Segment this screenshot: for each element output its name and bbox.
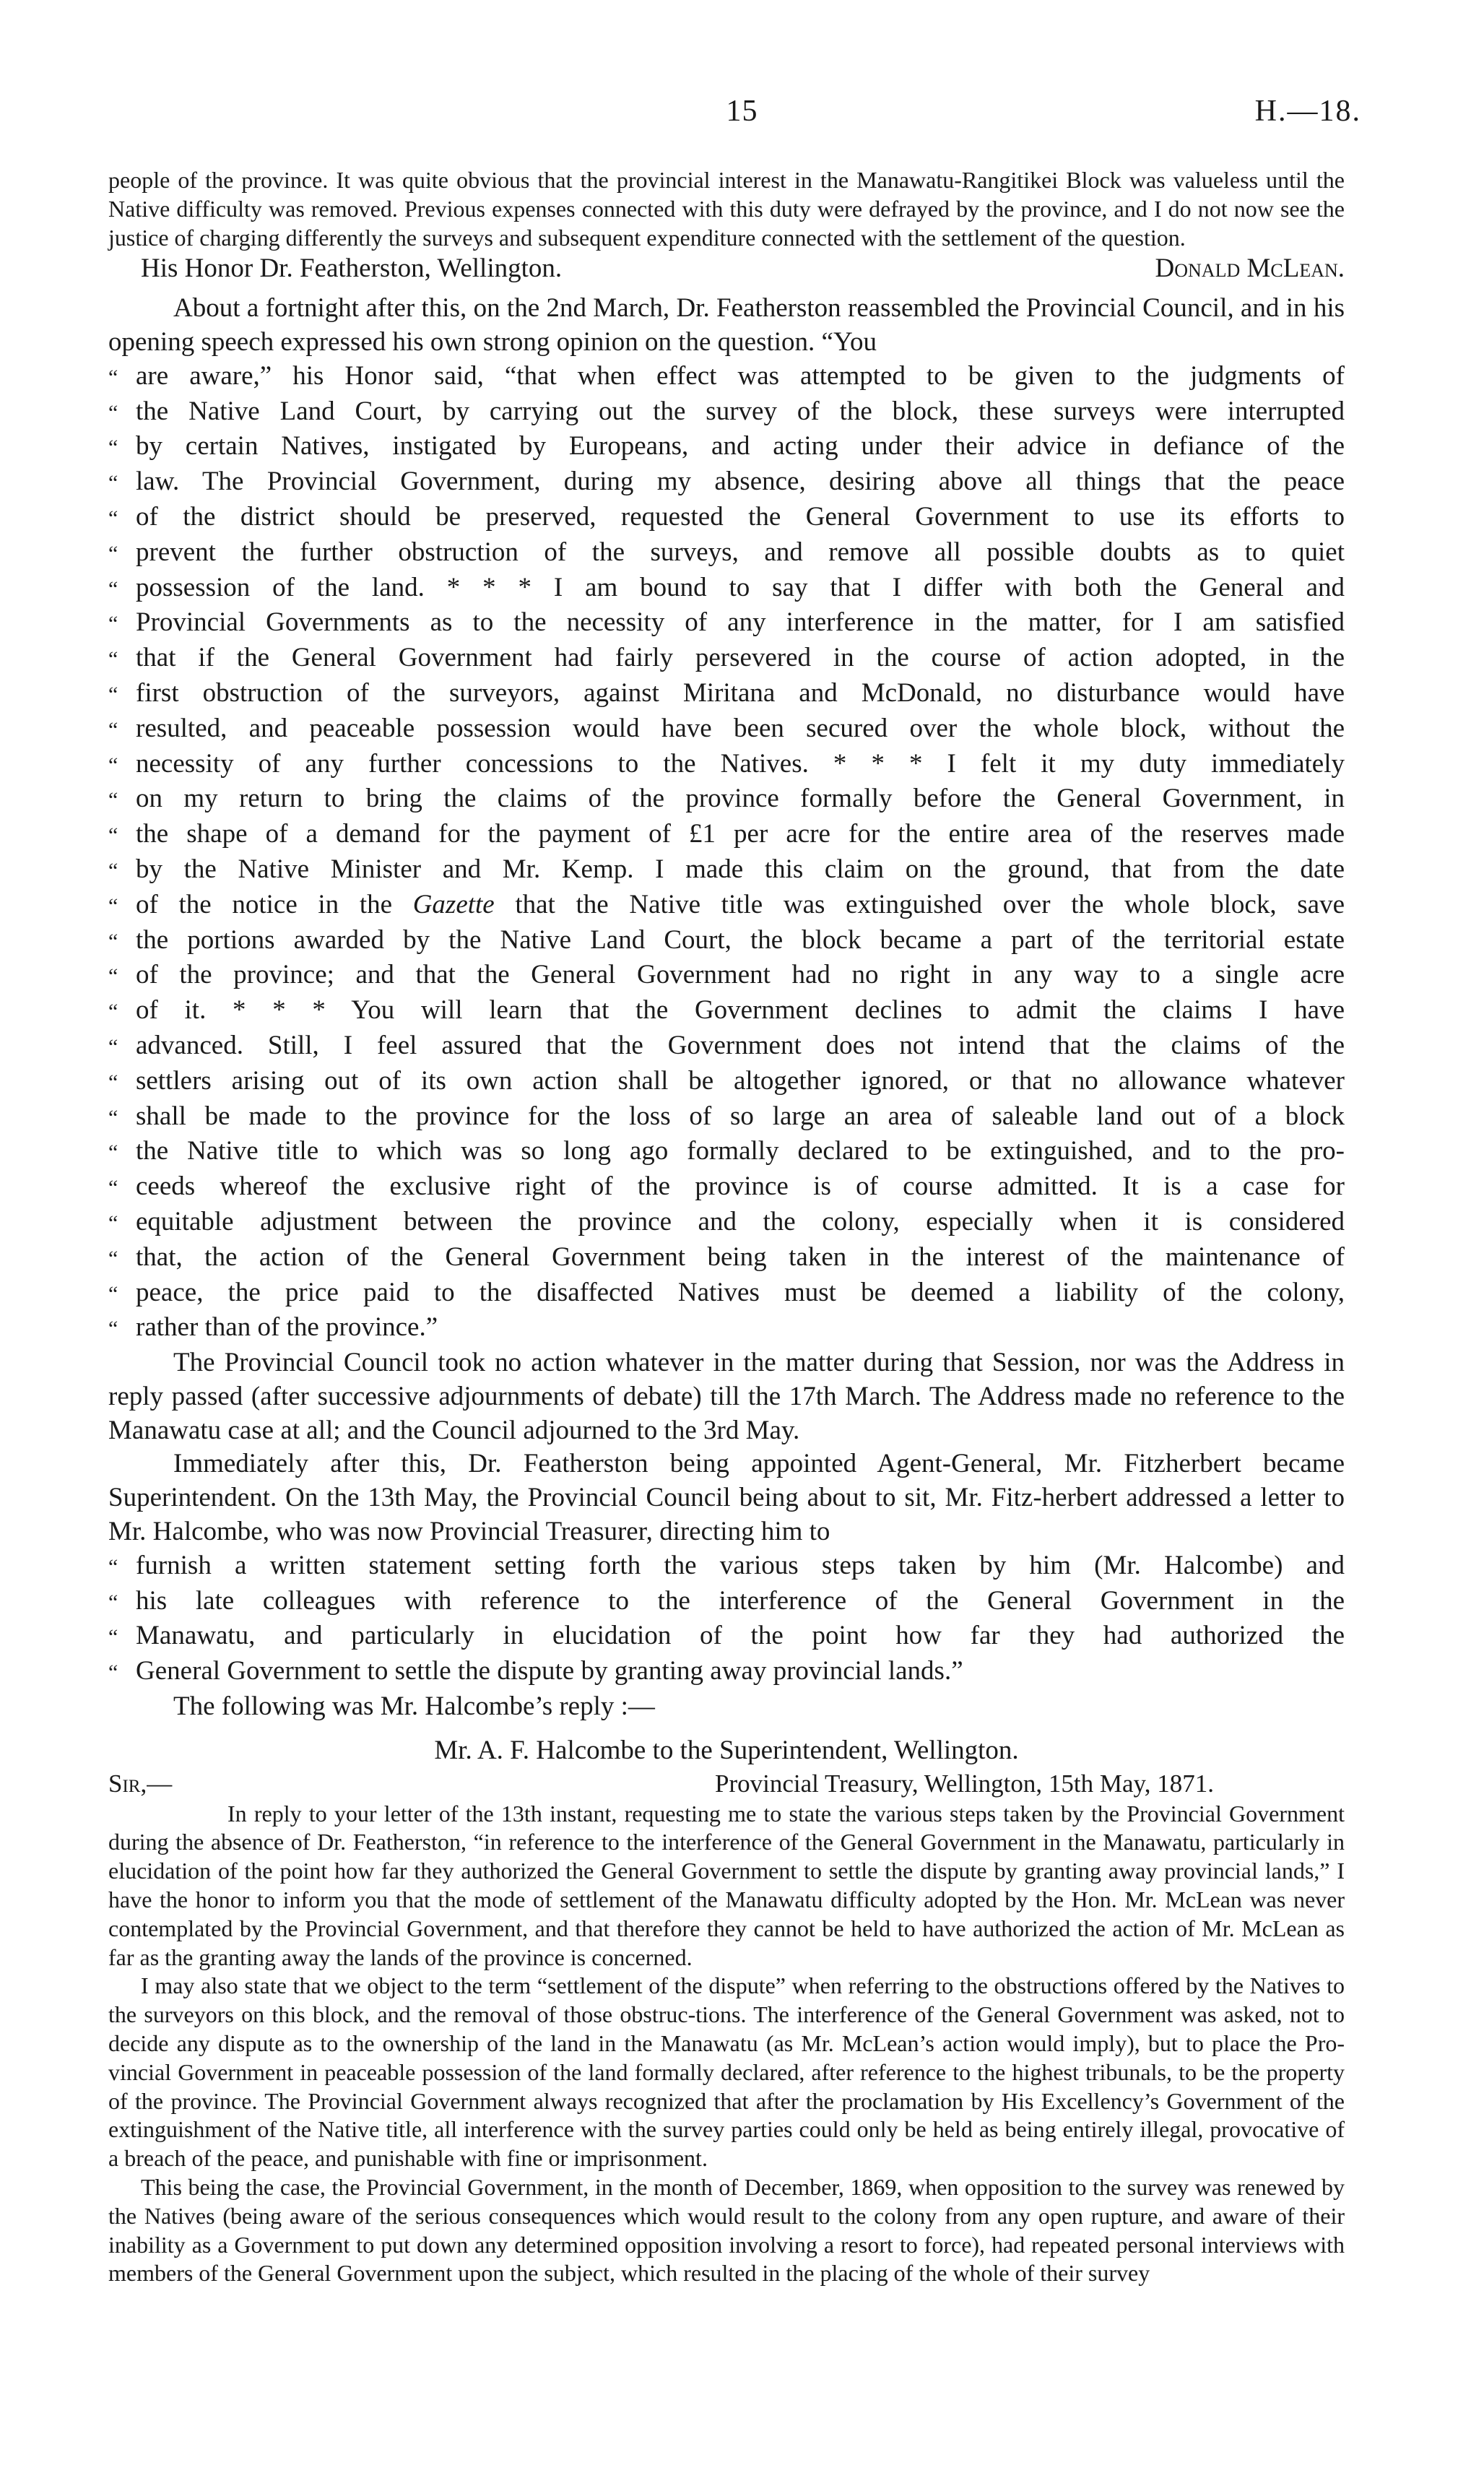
quote-line: [108, 924, 1345, 959]
quote-line-text: the Native Land Court, by carrying out the survey of the block, these surveys were interrupted: [136, 396, 1345, 426]
quote-line: [108, 888, 1345, 924]
salutation: Sir,—: [108, 1769, 173, 1798]
quote-mark: “: [108, 1281, 118, 1306]
gazette-italic: Gazette: [412, 889, 495, 919]
quote-mark: “: [108, 929, 118, 953]
letter-paragraph-3: This being the case, the Provincial Government, in the month of December, 1869, when opposition to the survey was renewed by the Natives (being aware of the serious consequences which would result to the colony from any open rupture, and aware of their inability as a Government to put down any determined opposition involving a resort to force), had repeated personal interviews with members of the General Government upon the subject, which resulted in the placing of the whole of their survey: [108, 2174, 1345, 2287]
quote-line: [108, 818, 1345, 853]
quote-line: [108, 1135, 1345, 1170]
quote-line: [108, 1276, 1345, 1312]
quote-line: [108, 748, 1345, 783]
quote-mark: “: [108, 612, 118, 636]
paragraph-reply-intro: The following was Mr. Halcombe’s reply :—: [173, 1691, 655, 1722]
quote-line-text: his late colleagues with reference to the interference of the General Government in the: [136, 1585, 1345, 1616]
paragraph-fitzherbert: Immediately after this, Dr. Featherston being appointed Agent-General, Mr. Fitzherbert became Superintendent. On the 13th May, the Provincial Council being about to sit, Mr. Fitz-herbert addressed a letter to Mr. Halcombe, who was now Provincial Treasurer, directing him to: [108, 1449, 1345, 1547]
quote-mark: “: [108, 365, 118, 389]
letter-title: Mr. A. F. Halcombe to the Superintendent, Wellington.: [434, 1735, 1019, 1765]
quote-line: [108, 677, 1345, 712]
quote-line-text: necessity of any further concessions to the Natives. * * * I felt it my duty immediately: [136, 748, 1345, 779]
page-number: 15: [726, 95, 758, 128]
quote-line-text: law. The Provincial Government, during my absence, desiring above all things that the peace: [136, 467, 1345, 497]
quote-mark: “: [108, 506, 118, 530]
quote-line: [108, 1029, 1345, 1065]
letter-address: Provincial Treasury, Wellington, 15th May, 1871.: [715, 1769, 1214, 1798]
quote-line: [108, 1065, 1345, 1100]
quote-line-text: advanced. Still, I feel assured that the Government does not intend that the claims of the: [136, 1030, 1345, 1060]
quote-mark: “: [108, 1210, 118, 1235]
quote-mark: “: [108, 1590, 118, 1614]
letter-paragraph-1: In reply to your letter of the 13th instant, requesting me to state the various steps taken by the Provincial Government during the absence of Dr. Featherston, “in reference to the interference of the General Government in the Manawatu, particularly in elucidation of the point how far they authorized the General Government to settle the dispute by granting away provincial lands,” I have the honor to inform you that the mode of settlement of the Manawatu difficulty adopted by the Hon. Mr. McLean was never contemplated by the Provincial Government, and that therefore they cannot be held to have authorized the action of Mr. McLean as far as the granting away the lands of the province is concerned.: [108, 1800, 1345, 1970]
quote-line-text: by certain Natives, instigated by Europeans, and acting under their advice in defiance of the: [136, 431, 1345, 462]
quote-line-text: of the province; and that the General Government had no right in any way to a single acre: [136, 960, 1345, 990]
quote-mark: “: [108, 1070, 118, 1094]
paragraph-council-session: The Provincial Council took no action whatever in the matter during that Session, nor was the Address in reply passed (after successive adjournments of debate) till the 17th March. The Address made no reference to the Manawatu case at all; and the Council adjourned to the 3rd May.: [108, 1348, 1345, 1445]
document-reference: H.—18.: [1254, 95, 1361, 128]
addressee: His Honor Dr. Featherston, Wellington.: [141, 254, 563, 284]
letter-continuation: [108, 166, 1345, 252]
paragraph-letter-end: people of the province. It was quite obvious that the provincial interest in the Manawatu-Rangitikei Block was valueless until the Native difficulty was removed. Previous expenses connected with this duty were defrayed by the province, and I do not now see the justice of charging differently the surveys and subsequent expenditure connected with the settlement of the question.: [108, 167, 1345, 251]
quote-line-text: settlers arising out of its own action shall be altogether ignored, or that no allowance whatever: [136, 1065, 1345, 1096]
quote-mark: “: [108, 1034, 118, 1059]
quote-mark: “: [108, 541, 118, 566]
quote-line-text: of the district should be preserved, requested the General Government to use its efforts to: [136, 501, 1345, 532]
signature: Donald McLean.: [1155, 254, 1345, 284]
quote-mark: “: [108, 576, 118, 601]
paragraph-council-speech: About a fortnight after this, on the 2nd March, Dr. Featherston reassembled the Provincial Council, and in his opening speech expressed his own strong opinion on the question. “You: [108, 293, 1345, 357]
quote-line: [108, 994, 1345, 1029]
quote-line-text: the Native title to which was so long ago formally declared to be extinguished, and to the pro-: [136, 1136, 1345, 1166]
quote-line: [108, 1585, 1345, 1620]
narrative-section-3: [108, 1690, 1345, 1724]
quote-line: [108, 501, 1345, 536]
quote-mark: “: [108, 893, 118, 918]
letter-signoff: [108, 252, 1345, 286]
narrative-section: [108, 292, 1345, 360]
quote-line: [108, 465, 1345, 501]
quote-line-text: prevent the further obstruction of the surveys, and remove all possible doubts as to quiet: [136, 537, 1345, 567]
quote-line-text: General Government to settle the dispute by granting away provincial lands.”: [136, 1656, 963, 1686]
quote-mark: “: [108, 1105, 118, 1130]
quote-line-text: peace, the price paid to the disaffected Natives must be deemed a liability of the colony,: [136, 1277, 1345, 1307]
quote-line: [108, 782, 1345, 818]
quote-line: [108, 430, 1345, 465]
page-header: [123, 94, 1361, 137]
letter-salutation-row: [108, 1768, 1345, 1800]
quote-line: [108, 1549, 1345, 1585]
quote-line-text: first obstruction of the surveyors, against Miritana and McDonald, no disturbance would have: [136, 677, 1345, 708]
quote-mark: “: [108, 471, 118, 495]
quote-mark: “: [108, 753, 118, 777]
quote-line-text: of it. * * * You will learn that the Government declines to admit the claims I have: [136, 995, 1345, 1026]
quote-mark: “: [108, 1625, 118, 1650]
quote-line: [108, 958, 1345, 994]
quote-mark: “: [108, 400, 118, 425]
speech-quotation: [108, 360, 1345, 1346]
quote-line-text: shall be made to the province for the loss of so large an area of saleable land out of a block: [136, 1101, 1345, 1131]
quote-mark: “: [108, 1176, 118, 1200]
letter-body: [108, 1800, 1345, 2289]
quote-mark: “: [108, 682, 118, 706]
quote-line: [108, 712, 1345, 748]
body-text: [108, 166, 1345, 2288]
quote-line: [108, 1655, 1345, 1690]
quote-line: [108, 360, 1345, 395]
quote-line-text: resulted, and peaceable possession would have been secured over the whole block, without the: [136, 713, 1345, 743]
quote-line-text: by the Native Minister and Mr. Kemp. I made this claim on the ground, that from the date: [136, 854, 1345, 884]
narrative-section-2: [108, 1346, 1345, 1549]
quote-mark: “: [108, 1246, 118, 1270]
quote-line: [108, 571, 1345, 607]
letter-heading: [108, 1734, 1345, 1768]
quote-line-text: that if the General Government had fairly persevered in the course of action adopted, in the: [136, 643, 1345, 673]
quote-mark: “: [108, 823, 118, 848]
quote-mark: “: [108, 1140, 118, 1165]
quote-line-text: rather than of the province.”: [136, 1312, 438, 1343]
quote-line-text: on my return to bring the claims of the province formally before the General Government, in: [136, 784, 1345, 814]
quote-line: [108, 1170, 1345, 1205]
quote-line: [108, 641, 1345, 677]
quote-mark: “: [108, 1554, 118, 1579]
quote-line-text: of the notice in the Gazette that the Native title was extinguished over the whole block, save: [136, 889, 1345, 919]
quote-line: [108, 853, 1345, 888]
quote-line: [108, 606, 1345, 641]
quote-line: [108, 1619, 1345, 1655]
quote-line-text: Provincial Governments as to the necessity of any interference in the matter, for I am satisfied: [136, 607, 1345, 638]
quote-line: [108, 1100, 1345, 1135]
quote-mark: “: [108, 858, 118, 883]
quote-line: [108, 1241, 1345, 1276]
quote-mark: “: [108, 1000, 118, 1024]
quote-line-text: are aware,” his Honor said, “that when effect was attempted to be given to the judgments of: [136, 360, 1345, 391]
quote-line-text: equitable adjustment between the province and the colony, especially when it is considered: [136, 1206, 1345, 1236]
quote-mark: “: [108, 717, 118, 742]
quote-line: [108, 395, 1345, 430]
quote-line: [108, 1311, 1345, 1346]
quote-line-text: Manawatu, and particularly in elucidation of the point how far they had authorized the: [136, 1621, 1345, 1651]
quote-line-text: ceeds whereof the exclusive right of the province is of course admitted. It is a case for: [136, 1171, 1345, 1202]
quote-line-text: the portions awarded by the Native Land Court, the block became a part of the territorial estate: [136, 924, 1345, 955]
fitzherbert-quotation: [108, 1549, 1345, 1690]
quote-mark: “: [108, 647, 118, 672]
quote-mark: “: [108, 1317, 118, 1341]
quote-line: [108, 1205, 1345, 1241]
quote-line-text: that, the action of the General Government being taken in the interest of the maintenance of: [136, 1242, 1345, 1272]
quote-line-text: the shape of a demand for the payment of £1 per acre for the entire area of the reserves made: [136, 819, 1345, 849]
quote-line: [108, 536, 1345, 571]
quote-line-text: furnish a written statement setting forth the various steps taken by him (Mr. Halcombe) and: [136, 1550, 1345, 1580]
quote-mark: “: [108, 964, 118, 989]
quote-mark: “: [108, 1660, 118, 1685]
quote-mark: “: [108, 436, 118, 460]
quote-mark: “: [108, 788, 118, 813]
letter-paragraph-2: I may also state that we object to the term “settlement of the dispute” when referring to the obstructions offered by the Natives to the surveyors on this block, and the removal of those obstruc-tions. The interference of the General Government was asked, not to decide any dispute as to the ownership of the land in the Manawatu (as Mr. McLean’s action would imply), but to place the Pro-vincial Government in peaceable possession of the land formally declared, after reference to the highest tribunals, to be the property of the province. The Provincial Government always recognized that after the proclamation by His Excellency’s Government of the extinguishment of the Native title, all interference with the survey parties could only be held as being entirely illegal, provocative of a breach of the peace, and punishable with fine or imprisonment.: [108, 1972, 1345, 2172]
quote-line-text: possession of the land. * * * I am bound to say that I differ with both the General and: [136, 572, 1345, 602]
